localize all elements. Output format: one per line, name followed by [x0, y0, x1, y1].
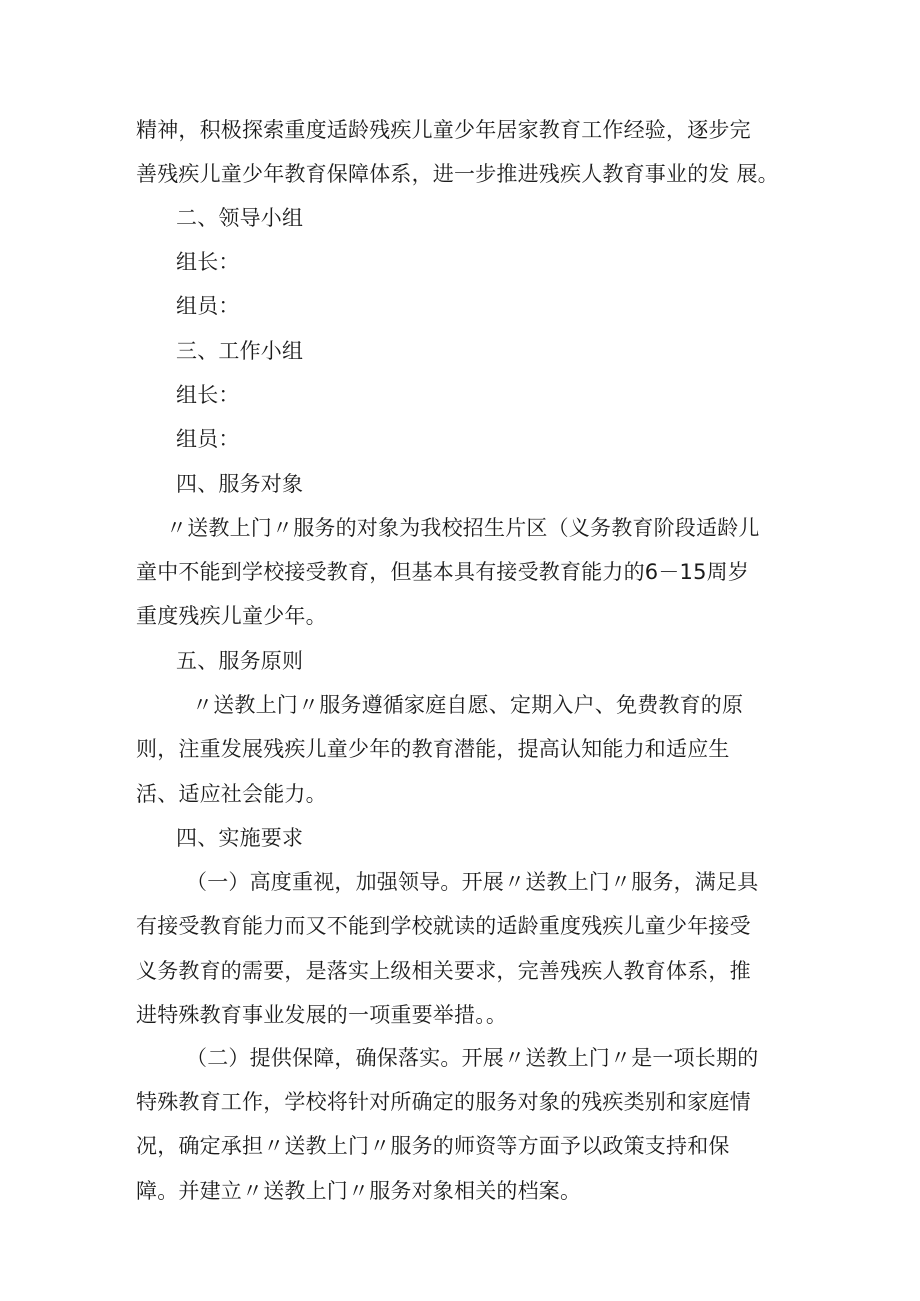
- paragraph-line: 活、适应社会能力。: [136, 782, 327, 806]
- working-group-leader: 组长：: [176, 383, 240, 407]
- paragraph-line: 则，注重发展残疾儿童少年的教育潜能，提高认知能力和适应生: [136, 737, 730, 761]
- paragraph-line: 况，确定承担〃送教上门〃服务的师资等方面予以政策支持和保: [136, 1134, 730, 1158]
- paragraph-line: 〃送教上门〃服务遵循家庭自愿、定期入户、免费教育的原: [192, 693, 744, 717]
- paragraph-line: 特殊教育工作，学校将针对所确定的服务对象的残疾类别和家庭情: [136, 1090, 751, 1114]
- paragraph-line: 障。并建立〃送教上门〃服务对象相关的档案。: [136, 1179, 582, 1203]
- section-heading-service-principles: 五、服务原则: [176, 649, 304, 673]
- paragraph-line: 重度残疾儿童少年。: [136, 604, 327, 628]
- section-heading-leadership-group: 二、领导小组: [176, 206, 304, 230]
- leadership-group-members: 组员：: [176, 294, 240, 318]
- leadership-group-leader: 组长：: [176, 250, 240, 274]
- intro-line: 善残疾儿童少年教育保障体系，进一步推进残疾人教育事业的发 展。: [136, 162, 779, 186]
- paragraph-line: 童中不能到学校接受教育，但基本具有接受教育能力的6－15周岁: [136, 560, 750, 584]
- paragraph-line: （一）高度重视，加强领导。开展〃送教上门〃服务，满足具: [186, 870, 759, 894]
- intro-line: 精神，积极探索重度适龄残疾儿童少年居家教育工作经验，逐步完: [136, 118, 751, 142]
- section-heading-requirements: 四、实施要求: [176, 826, 304, 850]
- paragraph-line: 义务教育的需要，是落实上级相关要求，完善残疾人教育体系，推: [136, 959, 751, 983]
- paragraph-line: 〃送教上门〃服务的对象为我校招生片区（义务教育阶段适龄儿: [166, 516, 760, 540]
- paragraph-line: 进特殊教育事业发展的一项重要举措。。: [136, 1003, 508, 1027]
- working-group-members: 组员：: [176, 427, 240, 451]
- section-heading-service-targets: 四、服务对象: [176, 472, 304, 496]
- paragraph-line: （二）提供保障，确保落实。开展〃送教上门〃是一项长期的: [186, 1046, 759, 1070]
- section-heading-working-group: 三、工作小组: [176, 339, 304, 363]
- paragraph-line: 有接受教育能力而又不能到学校就读的适龄重度残疾儿童少年接受: [136, 914, 751, 938]
